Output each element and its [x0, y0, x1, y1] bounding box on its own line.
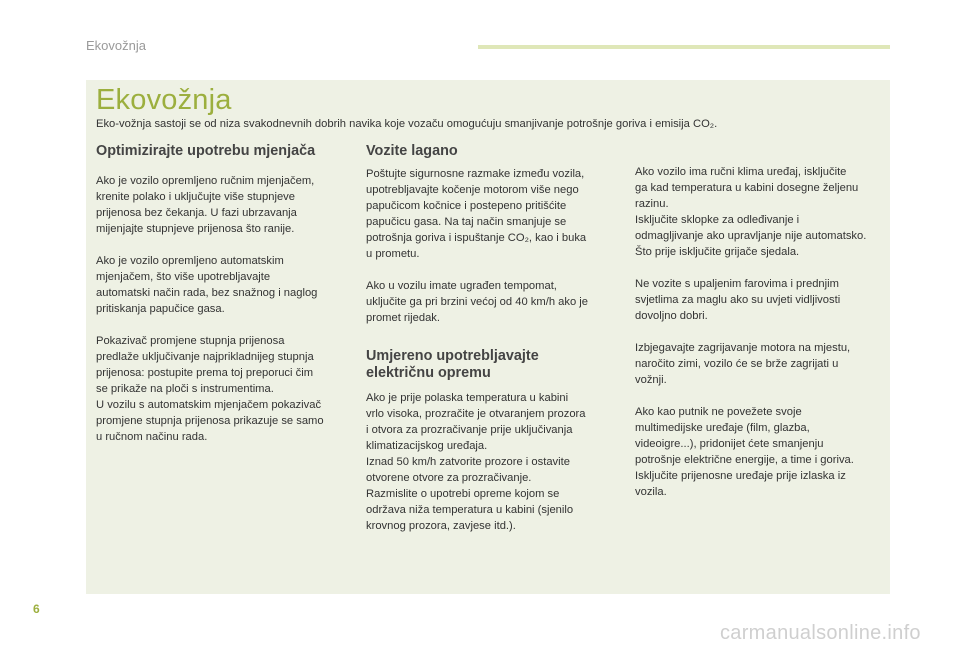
heading-gearbox: Optimizirajte upotrebu mjenjača — [96, 143, 316, 159]
watermark: carmanualsonline.info — [720, 622, 921, 644]
paragraph-multimedia: Ako kao putnik ne povežete svoje multimedijske uređaje (film, glazba, videoigre...), pridonijet ćete smanjenju potrošnje električne energije, a time i goriva. Isključite prijenosne uređaje prije izlaska iz vozila. — [635, 406, 854, 498]
column-2 — [366, 143, 616, 550]
paragraph-manual-gearbox: Ako je vozilo opremljeno ručnim mjenjačem, krenite polako i uključujte više stupnjeve prijenosa bez čekanja. U fazi ubrzavanja mijenjajte stupnjeve prijenosa što ranije. — [96, 175, 315, 235]
header-bar — [478, 45, 890, 49]
page-number: 6 — [33, 602, 40, 616]
paragraph-gear-indicator: Pokazivač promjene stupnja prijenosa predlaže uključivanje najprikladnijeg stupnja prijenosa: postupite prema toj preporuci čim se prikaže na ploči s instrumentima. U vozilu s automatskim mjenjačem pokazivač promjene stupnja prijenosa prikazuje se samo u ručnom načinu rada. — [96, 335, 324, 443]
column-3 — [635, 164, 887, 516]
heading-drive-smoothly: Vozite lagano — [366, 143, 458, 159]
section-label: Ekovožnja — [86, 38, 146, 53]
paragraph-engine-warmup: Izbjegavajte zagrijavanje motora na mjestu, naročito zimi, vozilo će se brže zagrijati u vožnji. — [635, 342, 851, 386]
paragraph-safe-distance: Poštujte sigurnosne razmake između vozila, upotrebljavajte kočenje motorom više nego papučicom kočnice i postepeno pritišćite papučicu gasa. Na taj način smanjuje se potrošnja goriva i ispuštanje CO₂, kao i buka u prometu. — [366, 168, 587, 260]
column-1 — [96, 143, 346, 461]
paragraph-ventilation: Ako je prije polaska temperatura u kabini vrlo visoka, prozračite je otvaranjem prozora i otvora za prozračivanje prije uključivanja klimatizacijskog uređaja. Iznad 50 km/h zatvorite prozore i ostavite otvorene otvore za prozračivanje. Razmislite o upotrebi opreme kojom se održava niža temperatura u kabini (sjenilo krovnog prozora, zavjese itd.). — [366, 392, 586, 532]
paragraph-air-conditioning: Ako vozilo ima ručni klima uređaj, isključite ga kad temperatura u kabini dosegne željenu razinu. Isključite sklopke za odleđivanje i odmagljivanje ako upravljanje nije automatsko. Što prije isključite grijače sjedala. — [635, 166, 867, 258]
paragraph-headlights: Ne vozite s upaljenim farovima i prednjim svjetlima za maglu ako su uvjeti vidljivosti dovoljno dobri. — [635, 278, 841, 322]
intro-text: Eko-vožnja sastoji se od niza svakodnevnih dobrih navika koje vozaču omogućuju smanjivanje potrošnje goriva i emisija CO₂. — [96, 118, 718, 130]
page-title: Ekovožnja — [96, 84, 232, 116]
paragraph-automatic-gearbox: Ako je vozilo opremljeno automatskim mjenjačem, što više upotrebljavajte automatski način rada, bez snažnog i naglog pritiskanja papučice gasa. — [96, 255, 318, 315]
paragraph-cruise-control: Ako u vozilu imate ugrađen tempomat, uključite ga pri brzini većoj od 40 km/h ako je promet rijedak. — [366, 280, 588, 324]
heading-electrical-equipment: Umjereno upotrebljavajte električnu opremu — [366, 348, 539, 381]
